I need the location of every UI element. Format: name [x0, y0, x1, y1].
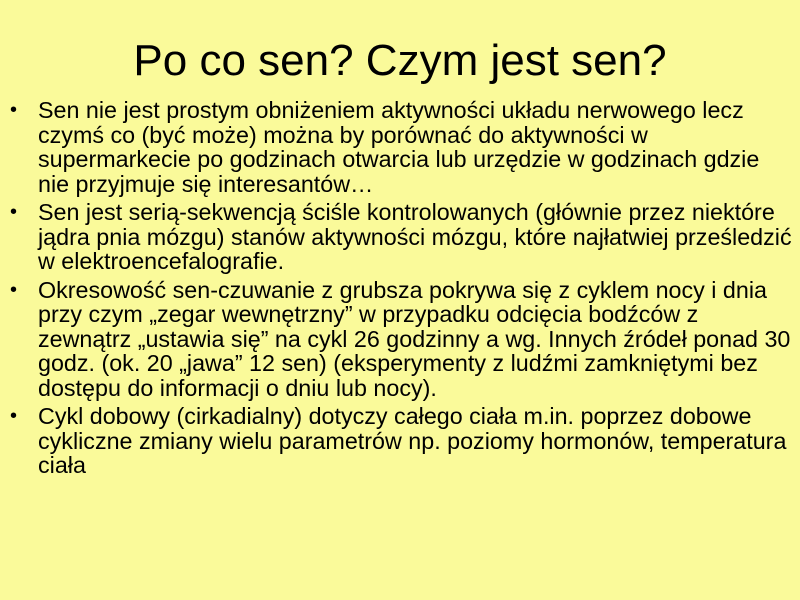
- bullet-text: Cykl dobowy (cirkadialny) dotyczy całego ciała m.in. poprzez dobowe cykliczne zmiany wielu parametrów np. poziomy hormonów, temperatura ciała: [38, 403, 787, 478]
- bullet-dot-icon: •: [10, 201, 18, 223]
- bullet-item: [10, 200, 792, 274]
- bullet-text: Sen nie jest prostym obniżeniem aktywności układu nerwowego lecz czymś co (być może) można by porównać do aktywności w supermarkecie po godzinach otwarcia lub urzędzie w godzinach gdzie nie przyjmuje się interesantów…: [38, 97, 760, 197]
- bullet-dot-icon: •: [10, 405, 18, 427]
- bullet-dot-icon: •: [10, 278, 18, 301]
- bullet-list: [10, 98, 792, 482]
- bullet-text: Sen jest serią-sekwencją ściśle kontrolowanych (głównie przez niektóre jądra pnia mózgu) stanów aktywności mózgu, które najłatwiej prześledzić w elektroencefalografie.: [38, 199, 792, 274]
- bullet-item: [10, 404, 792, 478]
- slide-title: Po co sen? Czym jest sen?: [133, 36, 667, 85]
- bullet-item: [10, 278, 792, 401]
- bullet-item: [10, 98, 792, 196]
- bullet-text: Okresowość sen-czuwanie z grubsza pokrywa się z cyklem nocy i dnia przy czym „zegar wewnętrzny” w przypadku odcięcia bodźców z zewnątrz „ustawia się” na cykl 26 godzinny a wg. Innych źródeł ponad 30 godz. (ok. 20 „jawa” 12 sen) (eksperymenty z ludźmi zamkniętymi bez dostępu do informacji o dniu lub nocy).: [38, 276, 791, 401]
- bullet-dot-icon: •: [10, 99, 18, 121]
